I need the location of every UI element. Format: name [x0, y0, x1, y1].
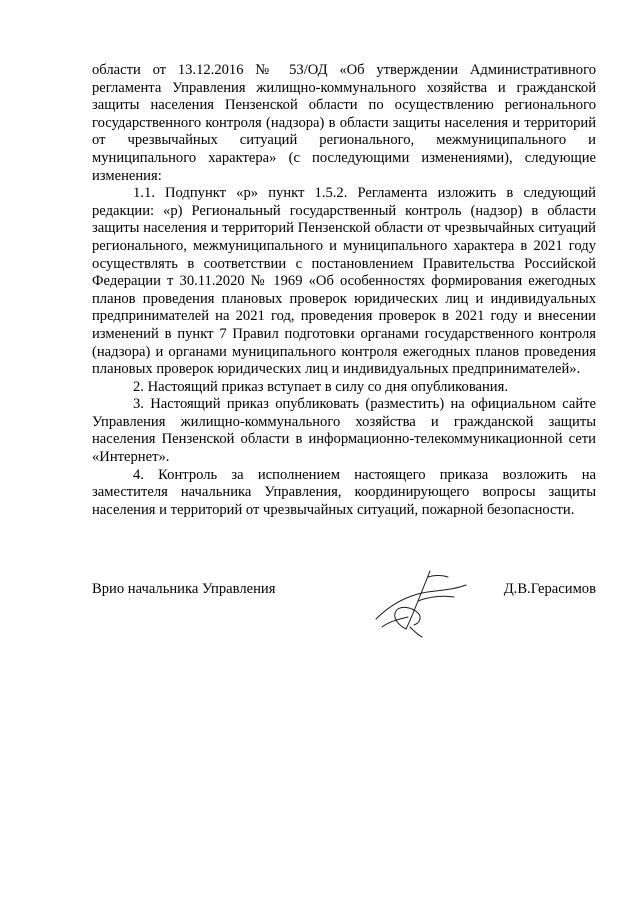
signatory-name: Д.В.Герасимов — [503, 581, 596, 597]
signature-block — [92, 581, 596, 651]
intro-paragraph: области от 13.12.2016 № 53/ОД «Об утверждении Административного регламента Управления жилищно-коммунального хозяйства и гражданской защиты населения Пензенской области по осуществлению регионального государственного контроля (надзора) в области защиты населения и территорий от чрезвычайных ситуаций регионального, межмуниципального и муниципального характера» (с последующими изменениями), следующие изменения: — [92, 62, 596, 184]
handwritten-signature — [370, 567, 474, 639]
signatory-title: Врио начальника Управления — [92, 581, 276, 597]
item-3-paragraph: 3. Настоящий приказ опубликовать (разместить) на официальном сайте Управления жилищно-коммунального хозяйства и гражданской защиты населения Пензенской области в информационно-телекоммуникационной сети «Интернет». — [92, 396, 596, 466]
item-2-paragraph: 2. Настоящий приказ вступает в силу со дня опубликования. — [133, 378, 508, 395]
item-4-paragraph: 4. Контроль за исполнением настоящего приказа возложить на заместителя начальника Управления, координирующего вопросы защиты населения и территорий от чрезвычайных ситуаций, пожарной безопасности. — [92, 466, 596, 518]
item-1-1-paragraph: 1.1. Подпункт «р» пункт 1.5.2. Регламента изложить в следующий редакции: «р) Региональный государственный контроль (надзор) в области защиты населения и территорий Пензенской области от чрезвычайных ситуаций регионального, межмуниципального и муниципального характера в 2021 году осуществлять в соответствии с постановлением Правительства Российской Федерации т 30.11.2020 № 1969 «Об особенностях формирования ежегодных планов проведения плановых проверок юридических лиц и индивидуальных предпринимателей на 2021 год, проведения проверок в 2021 году и внесении изменений в пункт 7 Правил подготовки органами государственного контроля (надзора) и органами муниципального контроля ежегодных планов проведения плановых проверок юридических лиц и индивидуальных предпринимателей». — [92, 185, 596, 378]
document-body — [92, 62, 596, 519]
